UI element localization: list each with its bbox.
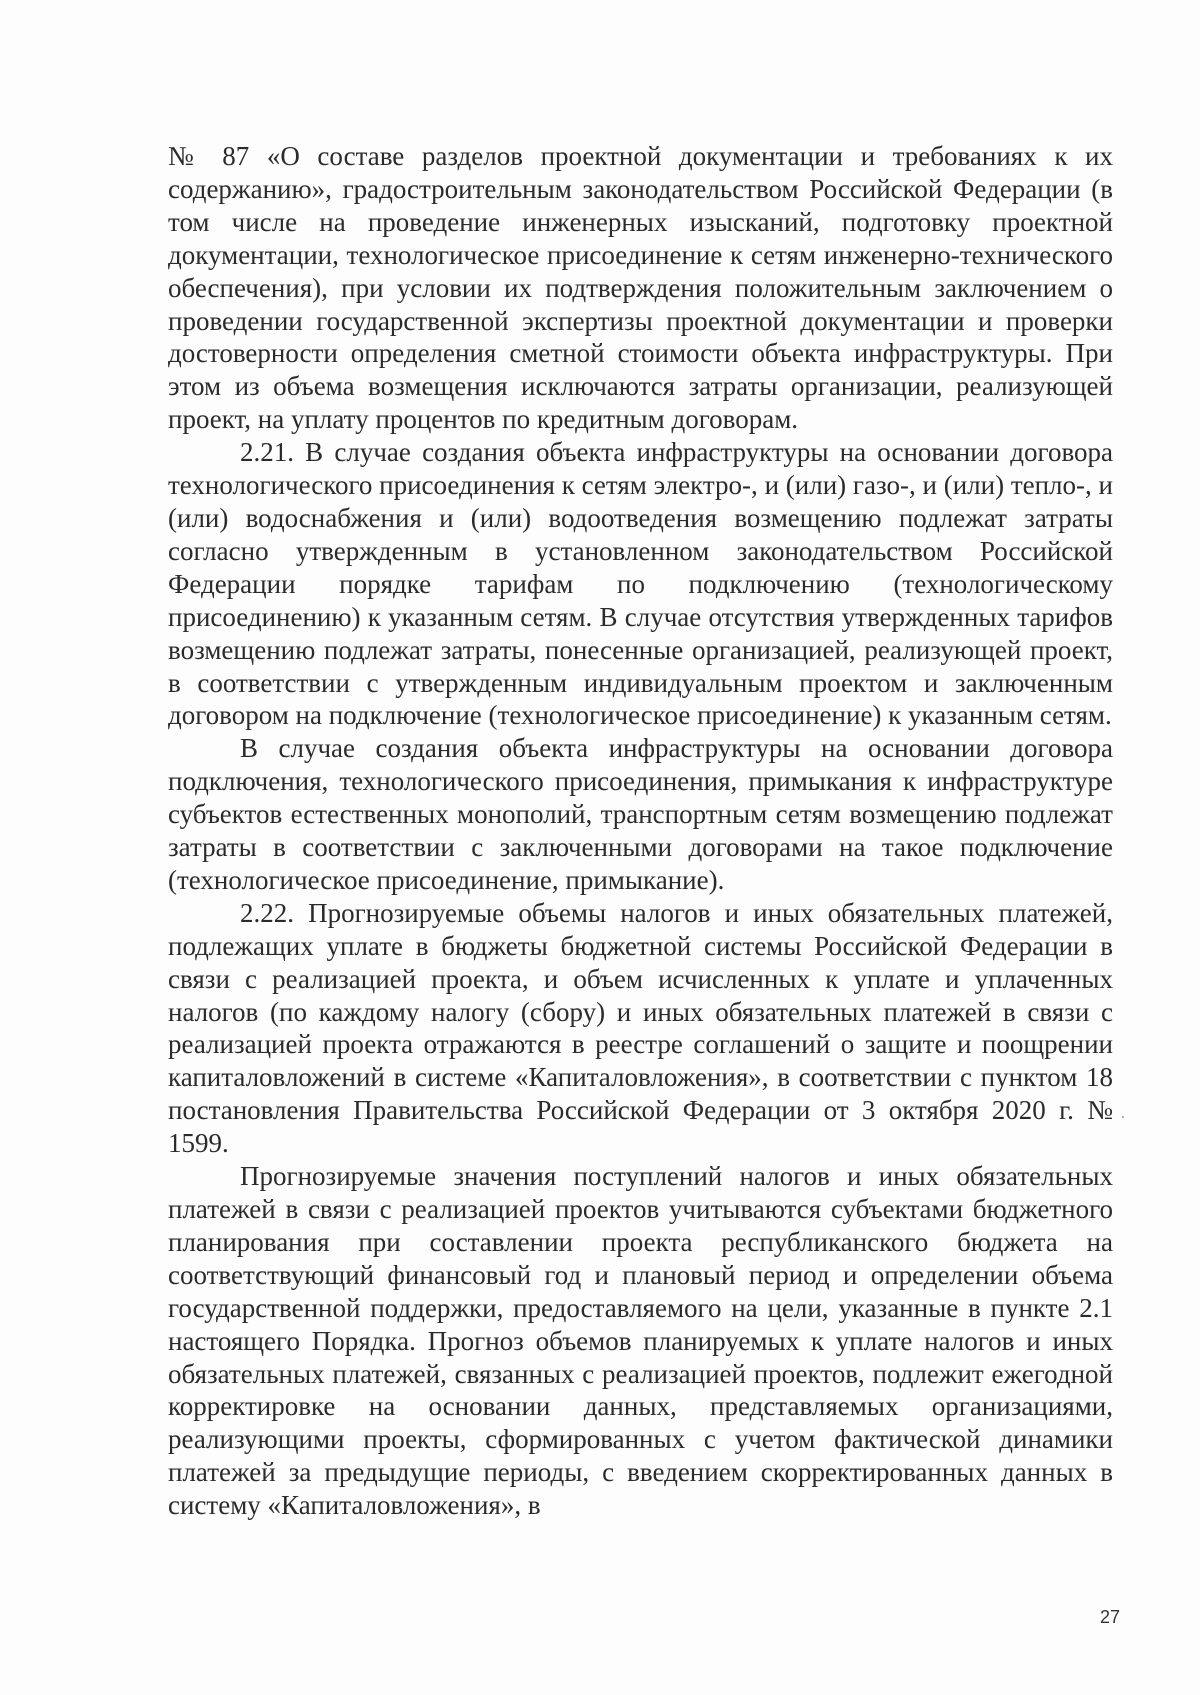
page-number: 27 <box>1099 1607 1120 1627</box>
paragraph-connection-agreement: В случае создания объекта инфраструктуры на основании договора подключения, технологического присоединения, примыкания к инфраструктуре субъектов естественных монополий, транспортным сетям возмещению подлежат затраты в соответствии с заключенными договорами на такое подключение (технологическое присоединение, примыкание). <box>168 733 1113 895</box>
paragraph-2-21: 2.21. В случае создания объекта инфраструктуры на основании договора технологического присоединения к сетям электро-, и (или) газо-, и (или) тепло-, и (или) водоснабжения и (или) водоотведения возмещению подлежат затраты согласно утвержденным в установленном законодательством Российской Федерации порядке тарифам по подключению (технологическому присоединению) к указанным сетям. В случае отсутствия утвержденных тарифов возмещению подлежат затраты, понесенные организацией, реализующей проект, в соответствии с утвержденным индивидуальным проектом и заключенным договором на подключение (технологическое присоединение) к указанным сетям. <box>168 437 1113 731</box>
document-body <box>168 140 1113 1522</box>
paragraph-2-22: 2.22. Прогнозируемые объемы налогов и иных обязательных платежей, подлежащих уплате в бюджеты бюджетной системы Российской Федерации в связи с реализацией проекта, и объем исчисленных к уплате и уплаченных налогов (по каждому налогу (сбору) и иных обязательных платежей в связи с реализацией проекта отражаются в реестре соглашений о защите и поощрении капиталовложений в системе «Капиталовложения», в соответствии с пунктом 18 постановления Правительства Российской Федерации от 3 октября 2020 г. № 1599. <box>168 897 1113 1159</box>
scan-artifact-dot <box>1122 1116 1124 1118</box>
paragraph-forecast-values: Прогнозируемые значения поступлений налогов и иных обязательных платежей в связи с реализацией проектов учитываются субъектами бюджетного планирования при составлении проекта республиканского бюджета на соответствующий финансовый год и плановый период и определении объема государственной поддержки, предоставляемого на цели, указанные в пункте 2.1 настоящего Порядка. Прогноз объемов планируемых к уплате налогов и иных обязательных платежей, связанных с реализацией проектов, подлежит ежегодной корректировке на основании данных, представляемых организациями, реализующими проекты, сформированных с учетом фактической динамики платежей за предыдущие периоды, с введением скорректированных данных в систему «Капиталовложения», в <box>168 1161 1113 1521</box>
paragraph-continuation: № 87 «О составе разделов проектной документации и требованиях к их содержанию», градостроительным законодательством Российской Федерации (в том числе на проведение инженерных изысканий, подготовку проектной документации, технологическое присоединение к сетям инженерно-технического обеспечения), при условии их подтверждения положительным заключением о проведении государственной экспертизы проектной документации и проверки достоверности определения сметной стоимости объекта инфраструктуры. При этом из объема возмещения исключаются затраты организации, реализующей проект, на уплату процентов по кредитным договорам. <box>168 141 1113 435</box>
